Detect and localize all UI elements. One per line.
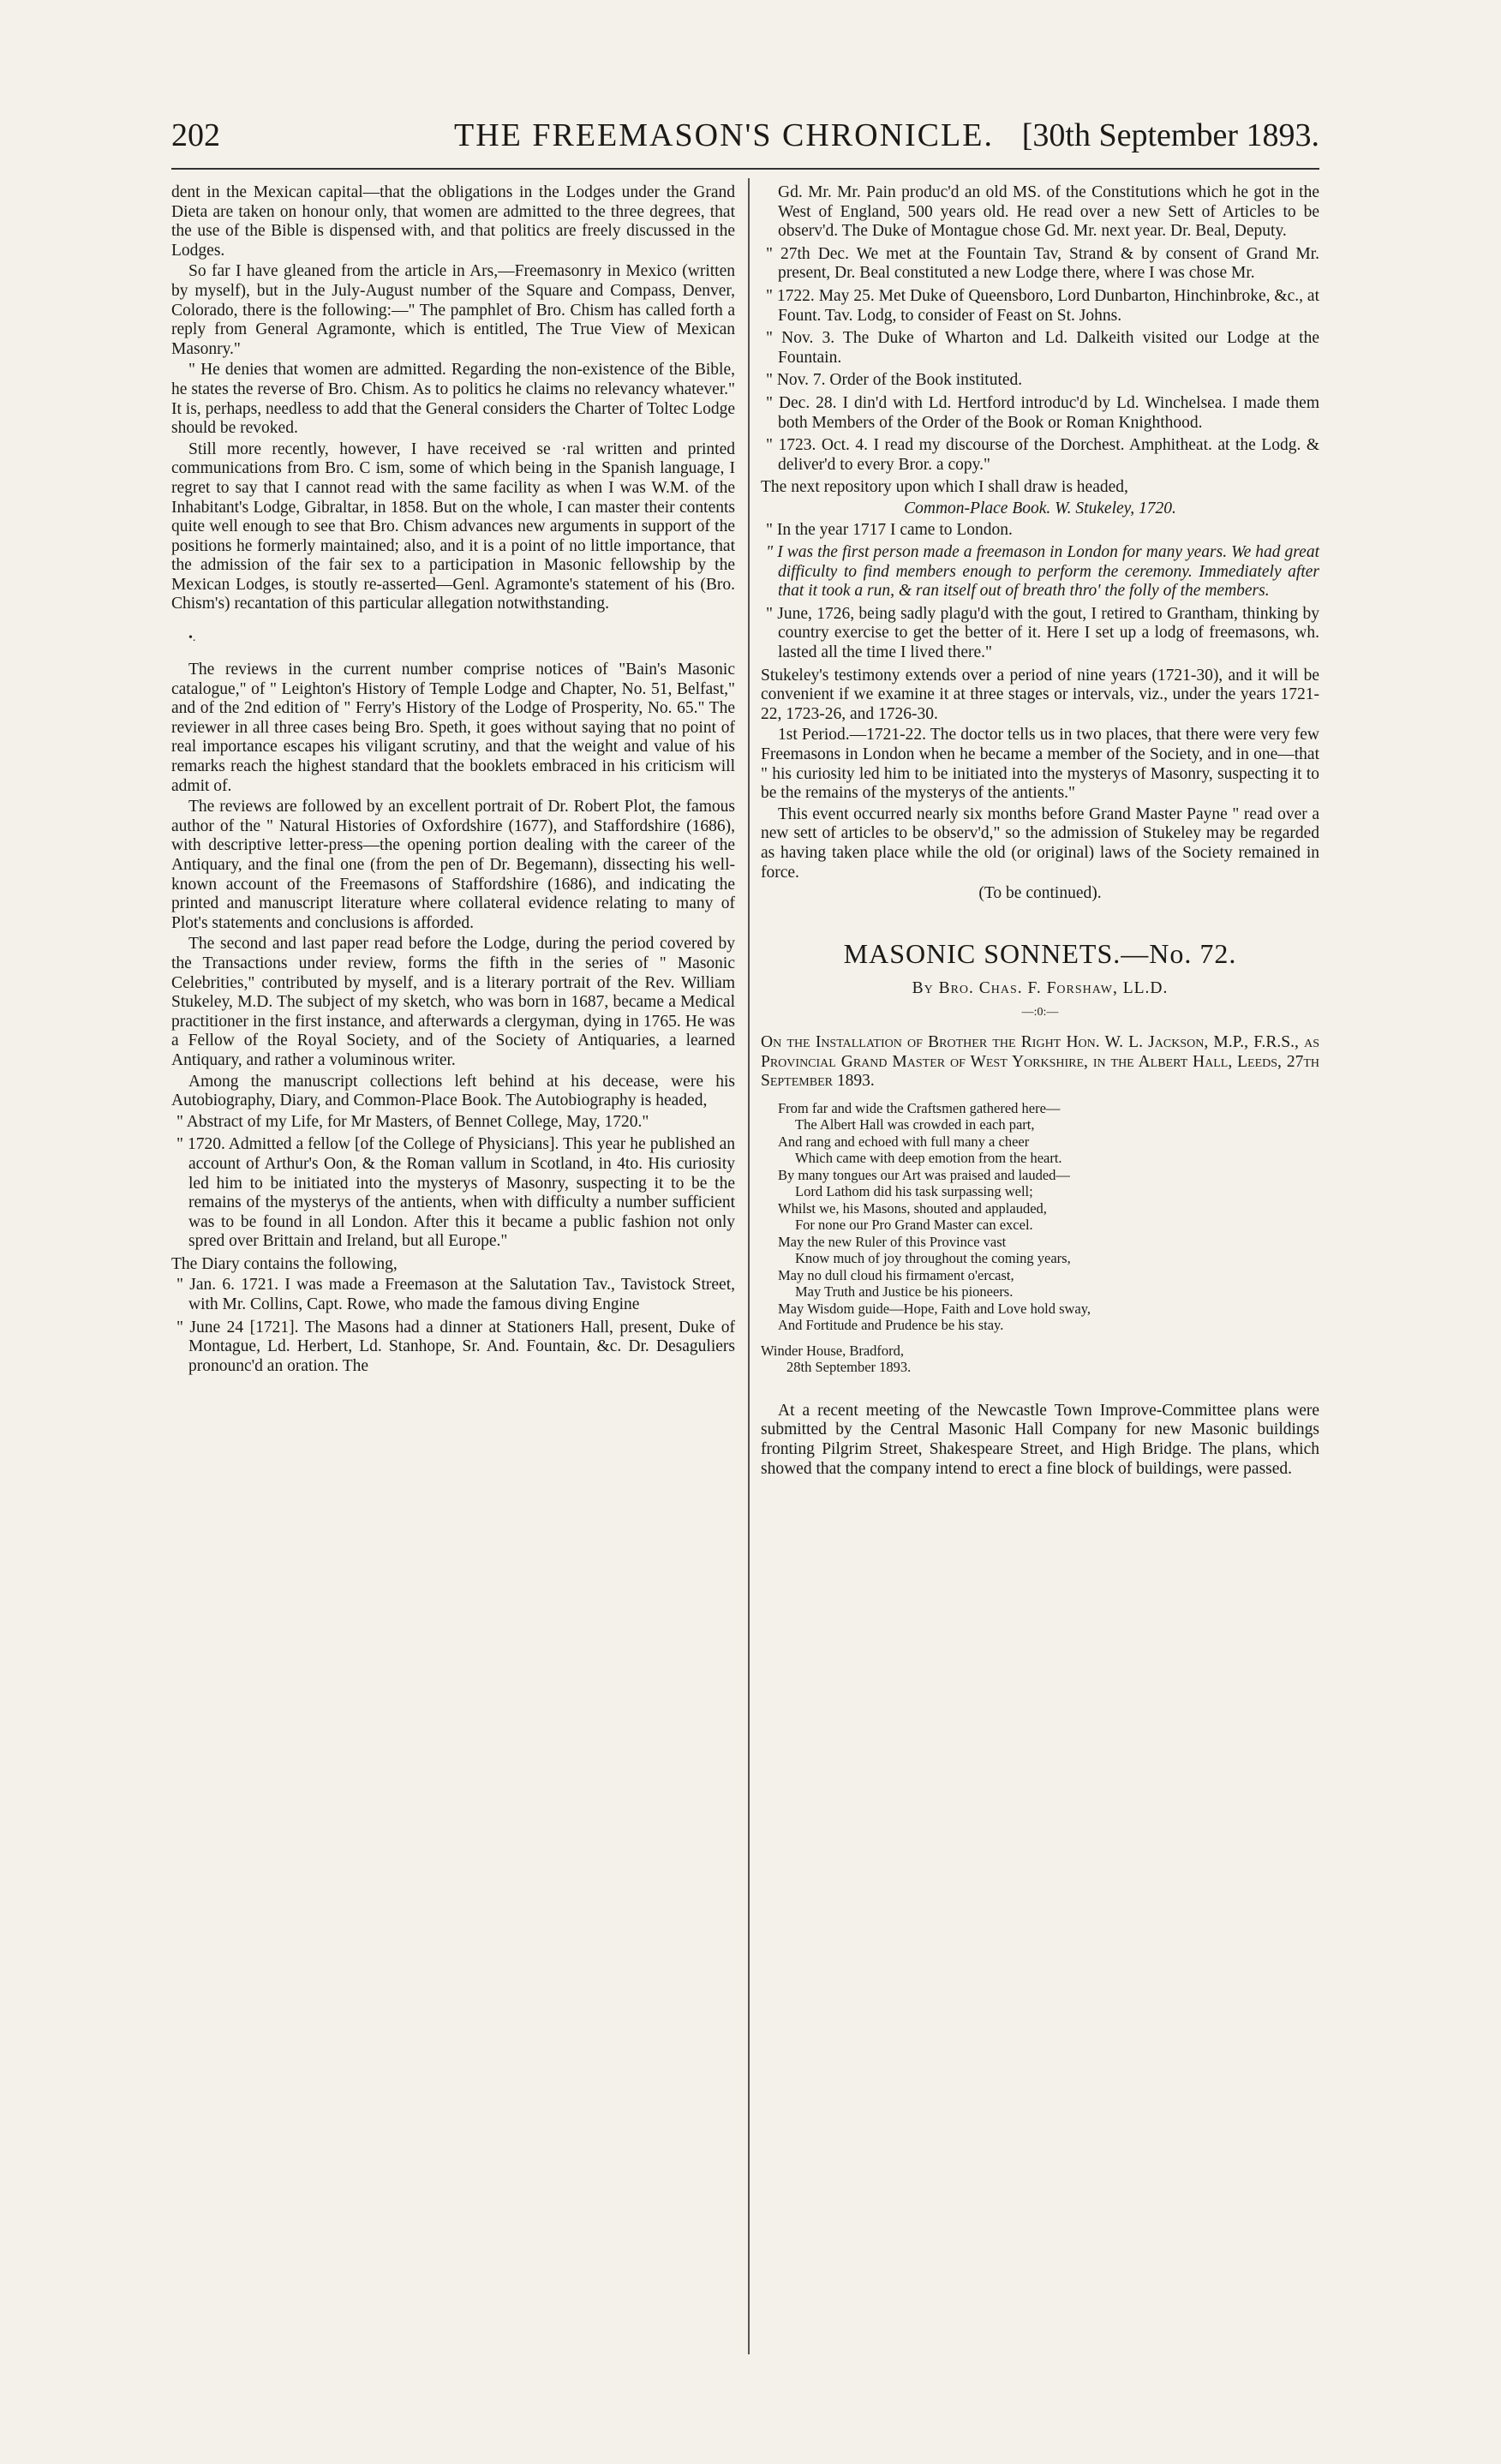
header-rule xyxy=(171,168,1319,170)
signature-place: Winder House, Bradford, xyxy=(761,1342,905,1359)
paragraph: " He denies that women are admitted. Regarding the non-existence of the Bible, he states the reverse of Bro. Chism. As to politics he claims no relevancy whatever." It is, perhaps, needless to add that the General considers the Charter of Toltec Lodge should be revoked. xyxy=(171,361,735,438)
poem-line: Whilst we, his Masons, shouted and applauded, xyxy=(778,1199,1047,1217)
poem-line: From far and wide the Craftsmen gathered here— xyxy=(778,1099,1061,1116)
page-number: 202 xyxy=(171,117,220,153)
quotation: " Abstract of my Life, for Mr Masters, of Bennet College, May, 1720." xyxy=(176,1112,649,1131)
continued-note: (To be continued). xyxy=(978,884,1102,903)
poem-line: May Truth and Justice be his pioneers. xyxy=(795,1283,1014,1301)
quotation: " 1723. Oct. 4. I read my discourse of the Dorchest. Amphitheat. at the Lodg. & deliver'd to every Bror. a copy." xyxy=(766,436,1319,474)
paragraph: Stukeley's testimony extends over a period of nine years (1721-30), and it will be convenient if we examine it at three stages or intervals, viz., under the years 1721-22, 1723-26, and 1726-30. xyxy=(761,666,1319,723)
signature-block xyxy=(761,1343,1319,1376)
quotation: " Nov. 3. The Duke of Wharton and Ld. Dalkeith visited our Lodge at the Fountain. xyxy=(766,329,1319,367)
poem-line: The Albert Hall was crowded in each part, xyxy=(795,1116,1035,1133)
quotation: " 1722. May 25. Met Duke of Queensboro, Lord Dunbarton, Hinchinbroke, &c., at Fount. Tav. Lodg, to consider of Feast on St. Johns. xyxy=(766,286,1319,325)
poem-line: May no dull cloud his firmament o'ercast, xyxy=(778,1266,1014,1283)
quotation: " June 24 [1721]. The Masons had a dinner at Stationers Hall, present, Duke of Montague, Ld. Herbert, Ld. Stanhope, Sr. And. Fountain, &c. Dr. Desaguliers pronounc'd an oration. The xyxy=(176,1318,735,1375)
publication-title: THE FREEMASON'S CHRONICLE. xyxy=(454,117,994,153)
poem-line: Which came with deep emotion from the heart. xyxy=(795,1150,1062,1167)
paragraph: This event occurred nearly six months before Grand Master Payne " read over a new sett of articles to be observ'd," so the admission of Stukeley may be regarded as having taken place while the old (or original) laws of the Society remained in force. xyxy=(761,804,1319,882)
right-column xyxy=(761,183,1319,1480)
paragraph: The Diary contains the following, xyxy=(171,1254,398,1273)
quotation: " June, 1726, being sadly plagu'd with the gout, I retired to Grantham, thinking by country exercise to get the better of it. Here I set up a lodg of freemasons, wh. lasted all the time I lived there." xyxy=(766,604,1319,662)
quotation: " 27th Dec. We met at the Fountain Tav, Strand & by consent of Grand Mr. present, Dr. Beal constituted a new Lodge there, where I was chose Mr. xyxy=(766,244,1319,283)
ornament: —:0:— xyxy=(1021,1006,1059,1020)
quotation: " Jan. 6. 1721. I was made a Freemason at the Salutation Tav., Tavistock Street, with Mr. Collins, Capt. Rowe, who made the famous diving Engine xyxy=(176,1276,735,1314)
paragraph: The second and last paper read before the Lodge, during the period covered by the Transactions under review, forms the fifth in the series of " Masonic Celebrities," contributed by myself, and is a literary portrait of the Rev. William Stukeley, M.D. The subject of my sketch, who was born in 1687, became a Medical practitioner in the first instance, and afterwards a clergyman, dying in 1765. He was a Fellow of the Royal Society, and of the Society of Antiquaries, a learned Antiquary, and rather a voluminous writer. xyxy=(171,935,735,1069)
poem-line: May the new Ruler of this Province vast xyxy=(778,1233,1007,1250)
poem-line: Lord Lathom did his task surpassing well; xyxy=(795,1183,1033,1200)
column-divider xyxy=(748,178,750,2354)
paragraph: So far I have gleaned from the article in Ars,—Freemasonry in Mexico (written by myself), but in the July-August number of the Square and Compass, Denver, Colorado, there is the following:—" The pamphlet of Bro. Chism has called forth a reply from General Agramonte, which is entitled, The True View of Mexican Masonry." xyxy=(171,262,735,358)
quotation: " 1720. Admitted a fellow [of the College of Physicians]. This year he published an account of Arthur's Oon, & the Roman vallum in Scotland, in 4to. His curiosity led him to be initiated into the mysterys of Masonry, suspecting it to be the remains of the mysterys of the antients, when with difficulty a number sufficient was to be found in all London. After this it became a public fashion not only spred over Brittain and Ireland, but all Europe." xyxy=(176,1135,735,1251)
issue-date: [30th September 1893. xyxy=(1021,117,1319,153)
sonnet-body xyxy=(778,1100,1319,1334)
poem-line: By many tongues our Art was praised and lauded— xyxy=(778,1166,1070,1183)
poem-line: For none our Pro Grand Master can excel. xyxy=(795,1217,1033,1234)
paragraph: The reviews are followed by an excellent portrait of Dr. Robert Plot, the famous author of the " Natural Histories of Oxfordshire (1677), and Staffordshire (1686), with descriptive letter-press—the opening portion dealing with the career of the Antiquary, and the final one (from the pen of Dr. Begemann), dissecting his well-known account of the Freemasons of Staffordshire (1686), and indicating the printed and manuscript literature where collateral evidence relating to many of Plot's statements and conclusions is afforded. xyxy=(171,798,735,932)
poem-line: And rang and echoed with full many a cheer xyxy=(778,1133,1030,1150)
paragraph: dent in the Mexican capital—that the obligations in the Lodges under the Grand Dieta are taken on honour only, that women are admitted to the three degrees, that the use of the Bible is dispensed with, and that politics are freely discussed in the Lodges. xyxy=(171,183,735,260)
poem-line: May Wisdom guide—Hope, Faith and Love hold sway, xyxy=(778,1300,1091,1317)
paragraph: 1st Period.—1721-22. The doctor tells us in two places, that there were very few Freemasons in London when he became a member of the Society, and in one—that " his curiosity led him to be initiated into the mysterys of Masonry, suspecting it to be the remains of the mysterys of the antients." xyxy=(761,726,1319,803)
quotation: Gd. Mr. Mr. Pain produc'd an old MS. of the Constitutions which he got in the West of England, 500 years old. He read over a new Sett of Articles to be observ'd. The Duke of Montague chose Gd. Mr. next year. Dr. Beal, Deputy. xyxy=(778,183,1319,241)
sonnet-heading: MASONIC SONNETS.—No. 72. xyxy=(843,937,1237,969)
quotation: " Dec. 28. I din'd with Ld. Hertford introduc'd by Ld. Winchelsea. I made them both Members of the Order of the Book or Roman Knighthood. xyxy=(766,393,1319,432)
left-column xyxy=(171,183,735,1379)
paragraph: At a recent meeting of the Newcastle Town Improve-Committee plans were submitted by the Central Masonic Hall Company for new Masonic buildings fronting Pilgrim Street, Shakespeare Street, and High Bridge. The plans, which showed that the company intend to erect a fine block of buildings, were passed. xyxy=(761,1401,1319,1478)
signature-date: 28th September 1893. xyxy=(786,1359,912,1376)
byline: By Bro. Chas. F. Forshaw, LL.D. xyxy=(912,978,1169,997)
paragraph: The reviews in the current number comprise notices of "Bain's Masonic catalogue," of " Leighton's History of Temple Lodge and Chapter, No. 51, Belfast," and of the 2nd edition of " Ferry's History of the Lodge of Prosperity, No. 65." The reviewer in all three cases being Bro. Speth, it goes without saying that no point of real importance escapes his viligant scrutiny, and that the weight and value of his remarks reach the highest standard that the booklets embraced in his criticism will admit of. xyxy=(171,661,735,795)
section-divider: •. xyxy=(188,631,196,645)
sonnet-occasion: On the Installation of Brother the Right Hon. W. L. Jackson, M.P., F.R.S., as Provincial Grand Master of West Yorkshire, in the Albert Hall, Leeds, 27th September 1893. xyxy=(761,1032,1319,1091)
book-title: Common-Place Book. W. Stukeley, 1720. xyxy=(904,499,1176,517)
quotation: " In the year 1717 I came to London. xyxy=(766,520,1013,539)
poem-line: Know much of joy throughout the coming years, xyxy=(795,1250,1071,1267)
quotation: " I was the first person made a freemason in London for many years. We had great difficulty to find members enough to perform the ceremony. Immediately after that it took a run, & ran itself out of breath thro' the folly of the members. xyxy=(766,543,1319,601)
paragraph: Still more recently, however, I have received se ·ral written and printed communications from Bro. C ism, some of which being in the Spanish language, I regret to say that I cannot read with the same facility as when I was W.M. of the Inhabitant's Lodge, Gibraltar, in 1858. But on the whole, I can master their contents quite well enough to see that Bro. Chism advances new arguments in support of the positions he formerly maintained; also, and it is a point of no little importance, that the admission of the fair sex to a participation in Masonic fellowship by the Mexican Lodges, is stoutly re-asserted—Genl. Agramonte's statement of his (Bro. Chism's) recantation of this particular allegation notwithstanding. xyxy=(171,440,735,613)
paragraph: The next repository upon which I shall draw is headed, xyxy=(761,478,1128,497)
paragraph: Among the manuscript collections left behind at his decease, were his Autobiography, Diary, and Common-Place Book. The Autobiography is headed, xyxy=(171,1072,735,1110)
page-header xyxy=(171,117,1319,161)
poem-line: And Fortitude and Prudence be his stay. xyxy=(778,1317,1004,1334)
quotation: " Nov. 7. Order of the Book instituted. xyxy=(766,371,1023,390)
